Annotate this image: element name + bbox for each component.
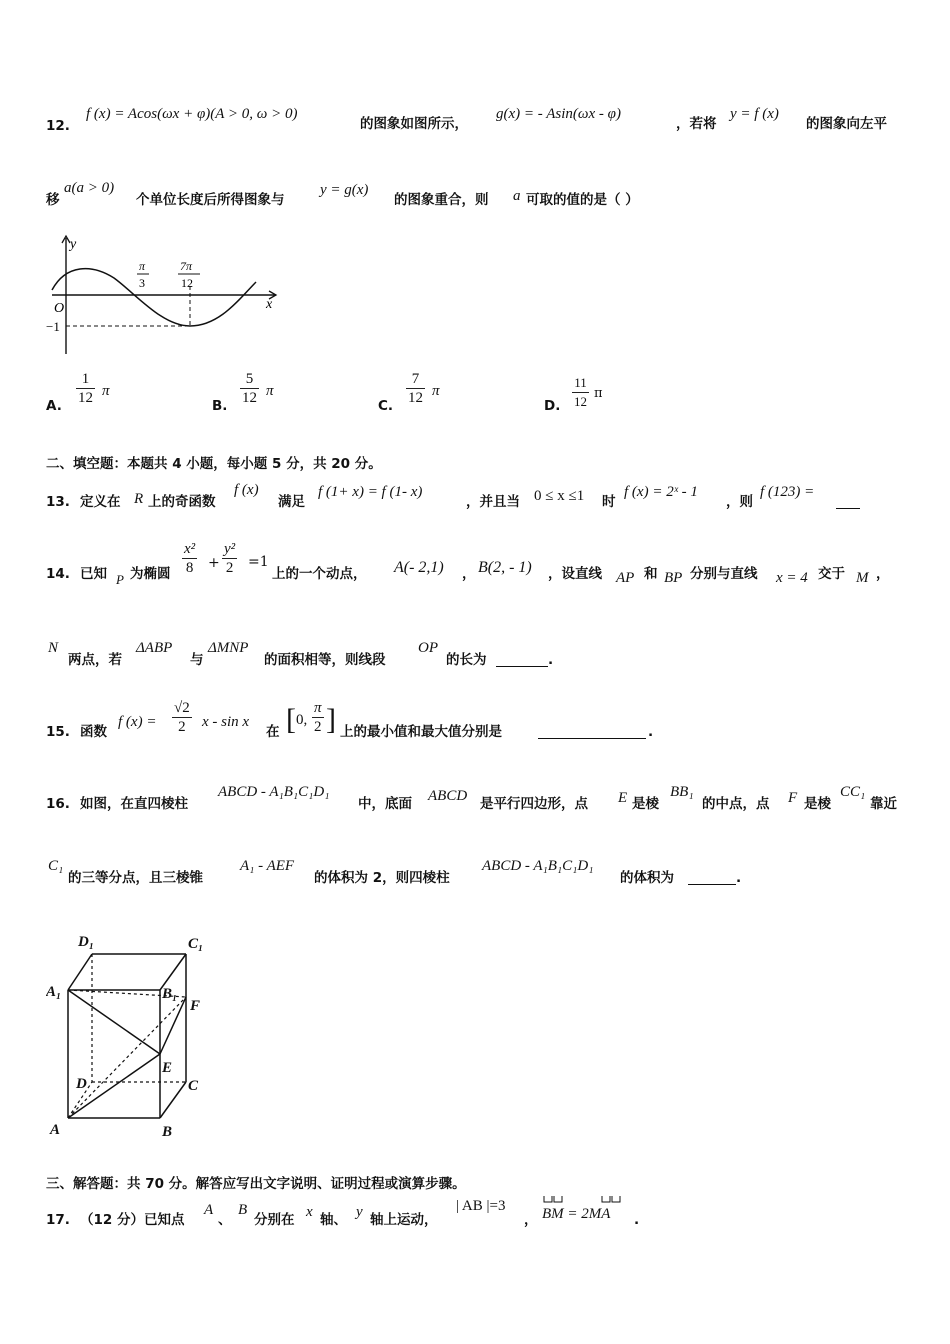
q13-fx: f (x) (234, 482, 259, 498)
cosine-curve (52, 269, 256, 326)
q16-prism-2: ABCD - A₁B₁C₁D₁ (482, 858, 594, 874)
q15-rest: x - sin x (202, 714, 250, 730)
q12-y-gx: y = g(x) (320, 182, 369, 198)
q12-cosine-graph (44, 234, 284, 356)
q12-g-definition: g(x) = - Asin(ωx - φ) (496, 106, 621, 122)
q16-E: E (618, 790, 628, 806)
q15-text-1: 函数 (80, 724, 107, 740)
q14-text-10: 与 (190, 652, 204, 668)
q16-text-1: 如图，在直四棱柱 (80, 796, 188, 812)
q13-number: 13. (46, 494, 70, 510)
edge-A1D1 (68, 954, 92, 990)
edge-C1B1 (160, 954, 186, 990)
fig-label-B: B (162, 1124, 173, 1140)
option-c-pi: π (432, 383, 440, 399)
option-a-fraction (76, 370, 95, 407)
section3-heading: 三、解答题：共 70 分。解答应写出文字说明、证明过程或演算步骤。 (46, 1176, 466, 1192)
q14-line-x4: x = 4 (776, 570, 808, 586)
q14-triangle-ABP: ΔABP (136, 640, 173, 656)
fig-label-A: A (50, 1122, 61, 1138)
q15-interval-zero: 0, (296, 712, 308, 728)
option-b-pi: π (266, 383, 274, 399)
q14-ellipse-den-1: 8 (185, 560, 194, 576)
q16-text-5: 的中点，点 (702, 796, 770, 812)
q17-text-2: 轴、 (320, 1212, 347, 1228)
q14-comma: ， (462, 566, 476, 582)
q14-text-3: 上的一个动点， (272, 566, 367, 582)
q12-text-7: 可取的值的是（ ） (526, 192, 639, 208)
q16-number: 16. (46, 796, 70, 812)
q14-text-2: 为椭圆 (130, 566, 171, 582)
q17-comma: ， (524, 1212, 538, 1228)
q14-P: P (116, 572, 124, 587)
hidden-segment-AF (68, 997, 186, 1118)
edge-BC (160, 1082, 186, 1118)
q12-text-6: 的图象重合，则 (394, 192, 489, 208)
q16-BB1: BB₁ (670, 784, 694, 800)
q16-tetrahedron: A₁ - AEF (240, 858, 295, 874)
fig-label-C: C (188, 1078, 199, 1094)
fig-label-E: E (162, 1060, 173, 1076)
q14-text-12: 的长为 (446, 652, 487, 668)
option-b-den: 12 (242, 390, 257, 406)
q13-R: R (134, 491, 144, 507)
option-b-fraction (240, 370, 259, 407)
q14-ellipse-frac-2 (222, 540, 237, 577)
q16-text-8: 的三等分点，且三棱锥 (68, 870, 203, 886)
graph-x-label: x (266, 297, 273, 312)
fig-label-D: D (76, 1076, 87, 1092)
q15-left-bracket: [ (286, 703, 296, 736)
segment-EF (160, 997, 186, 1054)
q14-line-BP: BP (664, 570, 683, 586)
q12-f-definition: f (x) = Acos(ωx + φ)(A > 0, ω > 0) (86, 106, 298, 122)
q13-text-3: 满足 (278, 494, 305, 510)
q13-range: 0 ≤ x ≤1 (534, 488, 585, 504)
option-d-fraction (572, 374, 589, 411)
q14-N: N (48, 640, 59, 656)
graph-tick2-num: 7π (180, 259, 193, 273)
graph-tick1-den: 3 (139, 276, 145, 290)
q17-sep: 、 (218, 1212, 232, 1228)
q14-ellipse-den-2: 2 (225, 560, 234, 576)
q13-condition: f (1+ x) = f (1- x) (318, 484, 423, 500)
fig-label-B1: B₁ (162, 986, 178, 1002)
q14-point-A: A(- 2,1) (394, 559, 444, 576)
q15-answer-blank[interactable] (538, 724, 646, 745)
q17-y: y (356, 1204, 363, 1220)
q15-text-2: 在 (266, 724, 280, 740)
q16-CC1: CC₁ (840, 784, 866, 800)
q16-end: . (736, 870, 742, 886)
q15-coef-num: √2 (174, 700, 190, 716)
option-b-num: 5 (240, 370, 259, 389)
q16-text-4: 是棱 (632, 796, 659, 812)
q15-end: . (648, 724, 654, 740)
q12-text-4: 移 (46, 192, 60, 208)
q13-answer-blank[interactable] (836, 494, 860, 515)
q14-segment-OP: OP (418, 640, 438, 656)
q14-ellipse-frac-1 (182, 540, 197, 577)
q16-text-3: 是平行四边形，点 (480, 796, 588, 812)
q13-question: f (123) = (760, 484, 815, 500)
q12-a-var: a (513, 188, 521, 204)
q13-text-1: 定义在 (80, 494, 121, 510)
fig-label-D1: D₁ (78, 934, 95, 950)
q14-text-9: 两点，若 (68, 652, 122, 668)
q14-ellipse-num-2: y² (224, 541, 236, 557)
q17-ab-length: | AB |=3 (456, 1198, 506, 1214)
q14-plus: + (208, 555, 220, 571)
graph-origin-label: O (54, 301, 65, 316)
option-a-den: 12 (78, 390, 93, 406)
q13-text-2: 上的奇函数 (148, 494, 216, 510)
q17-text-1: 分别在 (254, 1212, 295, 1228)
q14-equals-one: =1 (248, 554, 269, 570)
q16-text-10: 的体积为 (620, 870, 674, 886)
q15-right-bracket: ] (326, 703, 336, 736)
q15-interval-num: π (314, 700, 322, 716)
option-a-label: A. (46, 398, 62, 414)
q15-fx: f (x) = (118, 714, 157, 730)
option-b-label: B. (212, 398, 228, 414)
q13-text-5: 时 (602, 494, 616, 510)
q17-B: B (238, 1202, 248, 1218)
q14-point-B: B(2, - 1) (478, 559, 532, 576)
fig-label-C1: C₁ (188, 936, 204, 952)
q17-number: 17. (46, 1212, 70, 1228)
q15-interval-den: 2 (314, 719, 322, 735)
q12-text-2: ，若将 (676, 116, 717, 132)
fig-label-F: F (190, 998, 201, 1014)
q14-text-8: ， (876, 566, 890, 582)
q14-text-11: 的面积相等，则线段 (264, 652, 386, 668)
option-c-fraction (406, 370, 425, 407)
graph-tick1-num: π (139, 259, 146, 273)
q12-number: 12. (46, 118, 70, 134)
q14-ellipse-num-1: x² (184, 541, 196, 557)
option-c-num: 7 (406, 370, 425, 389)
q15-number: 15. (46, 724, 70, 740)
q16-F: F (788, 790, 798, 806)
q13-text-4: ，并且当 (466, 494, 520, 510)
q17-A: A (204, 1202, 214, 1218)
q17-vector-arrows (542, 1194, 632, 1204)
q14-text-6: 分别与直线 (690, 566, 758, 582)
q14-end: . (548, 652, 554, 668)
q14-line-AP: AP (616, 570, 635, 586)
q17-end: . (634, 1212, 640, 1228)
option-d-den: 12 (574, 394, 587, 409)
option-d-pi: π (594, 386, 603, 401)
q15-text-3: 上的最小值和最大值分别是 (340, 724, 502, 740)
q16-prism-figure (46, 924, 216, 1144)
q17-vector-equation: BM = 2MA (542, 1206, 611, 1222)
graph-neg-one-label: −1 (46, 319, 60, 334)
option-a-num: 1 (76, 370, 95, 389)
q17-text-3: 轴上运动， (370, 1212, 438, 1228)
option-c-label: C. (378, 398, 394, 414)
q16-text-2: 中，底面 (358, 796, 412, 812)
graph-y-label: y (70, 237, 77, 252)
q14-text-4: ，设直线 (548, 566, 602, 582)
q16-text-6: 是棱 (804, 796, 831, 812)
q13-text-6: ，则 (726, 494, 753, 510)
q12-text-5: 个单位长度后所得图象与 (136, 192, 285, 208)
q12-text-3: 的图象向左平 (806, 116, 887, 132)
q17-score: （12 分）已知点 (80, 1212, 185, 1228)
section2-heading: 二、填空题：本题共 4 小题，每小题 5 分，共 20 分。 (46, 456, 382, 472)
q16-base: ABCD (428, 788, 468, 804)
vector-mark-MA (602, 1196, 620, 1202)
q14-triangle-MNP: ΔMNP (208, 640, 249, 656)
q12-y-fx: y = f (x) (730, 106, 779, 122)
fig-label-A1: A₁ (46, 984, 62, 1000)
q14-text-7: 交于 (818, 566, 845, 582)
q17-x: x (306, 1204, 313, 1220)
q13-definition: f (x) = 2ˣ - 1 (624, 484, 698, 500)
q16-answer-blank[interactable] (688, 870, 736, 891)
q16-C1: C₁ (48, 858, 64, 874)
segment-A1E (68, 990, 160, 1054)
vector-mark-BM (544, 1196, 562, 1202)
option-a-pi: π (102, 383, 110, 399)
q15-coef-den: 2 (178, 719, 186, 735)
q15-interval-fraction (312, 699, 324, 736)
option-c-den: 12 (408, 390, 423, 406)
q14-number: 14. (46, 566, 70, 582)
q14-answer-blank[interactable] (496, 652, 548, 673)
q16-text-9: 的体积为 2，则四棱柱 (314, 870, 450, 886)
q14-M: M (856, 570, 869, 586)
q16-text-7: 靠近 (870, 796, 897, 812)
q14-text-1: 已知 (80, 566, 107, 582)
q15-coef-fraction (172, 699, 192, 736)
q14-text-5: 和 (644, 566, 658, 582)
graph-tick2-den: 12 (181, 276, 193, 290)
q16-prism: ABCD - A₁B₁C₁D₁ (218, 784, 330, 800)
option-d-num: 11 (572, 374, 589, 393)
q12-text-1: 的图象如图所示， (360, 116, 468, 132)
option-d-label: D. (544, 398, 561, 414)
q12-a-condition: a(a > 0) (64, 180, 115, 196)
